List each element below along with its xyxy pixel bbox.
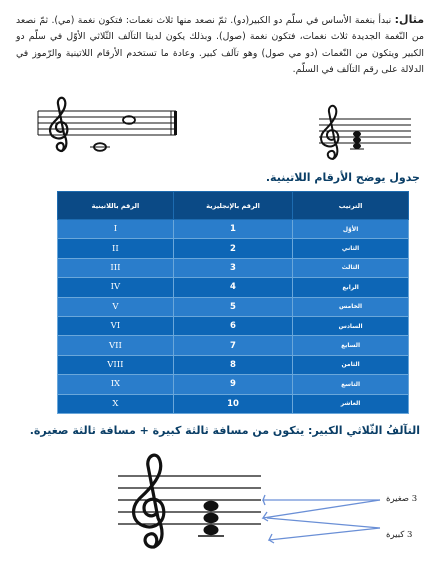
cell-english: 2 xyxy=(173,239,292,258)
cell-order: الأوّل xyxy=(293,220,409,239)
cell-order: السادس xyxy=(293,316,409,335)
table-row xyxy=(58,394,409,413)
table-row xyxy=(58,220,409,239)
roman-numerals-table xyxy=(57,191,409,414)
cell-latin: VI xyxy=(58,316,174,335)
cell-order: التاسع xyxy=(293,375,409,394)
table-row xyxy=(58,355,409,374)
table-row xyxy=(58,316,409,335)
table-title: جدول يوضح الأرقام اللاتينية. xyxy=(265,171,420,184)
cell-english: 5 xyxy=(173,297,292,316)
table-row xyxy=(58,258,409,277)
major-triad-staff xyxy=(118,452,268,552)
triad-chord xyxy=(350,131,364,149)
cell-order: الثامن xyxy=(293,355,409,374)
header-english: الرقم بالإنجليزية xyxy=(173,192,292,220)
cell-english: 8 xyxy=(173,355,292,374)
cell-order: الرابع xyxy=(293,278,409,297)
interval-arrows xyxy=(255,488,385,548)
treble-clef-icon xyxy=(134,455,164,547)
cell-english: 9 xyxy=(173,375,292,394)
cell-english: 7 xyxy=(173,336,292,355)
treble-clef-icon xyxy=(321,106,338,159)
table-row xyxy=(58,278,409,297)
cell-english: 6 xyxy=(173,316,292,335)
cell-latin: IX xyxy=(58,375,174,394)
intro-paragraph xyxy=(16,12,424,79)
cell-english: 3 xyxy=(173,258,292,277)
cell-latin: VIII xyxy=(58,355,174,374)
header-order: الترتيب xyxy=(293,192,409,220)
cell-english: 1 xyxy=(173,220,292,239)
cell-order: السابع xyxy=(293,336,409,355)
table-row xyxy=(58,336,409,355)
cell-latin: II xyxy=(58,239,174,258)
cell-latin: I xyxy=(58,220,174,239)
cell-order: الخامس xyxy=(293,297,409,316)
table-header-row xyxy=(58,192,409,220)
major-triad-title: التآلفُ الثّلاثي الكبير: يتكون من مسافة ثالثة كبيرة + مسافة ثالثة صغيرة. xyxy=(29,424,420,437)
cell-order: الثالث xyxy=(293,258,409,277)
minor-third-label: 3 صغيرة xyxy=(386,494,418,504)
staff-example-left xyxy=(38,96,188,168)
cell-latin: III xyxy=(58,258,174,277)
cell-latin: VII xyxy=(58,336,174,355)
header-latin: الرقم باللاتينية xyxy=(58,192,174,220)
treble-clef-icon xyxy=(50,98,67,151)
table-row xyxy=(58,297,409,316)
major-third-label: 3 كبيرة xyxy=(386,530,413,540)
whole-note-low-c xyxy=(90,143,110,151)
example-label: مثال: xyxy=(394,13,424,26)
table-row xyxy=(58,375,409,394)
major-triad-chord xyxy=(198,501,224,536)
cell-latin: X xyxy=(58,394,174,413)
cell-order: العاشر xyxy=(293,394,409,413)
cell-latin: V xyxy=(58,297,174,316)
cell-order: الثاني xyxy=(293,239,409,258)
cell-english: 10 xyxy=(173,394,292,413)
table-row xyxy=(58,239,409,258)
cell-latin: IV xyxy=(58,278,174,297)
intro-text: نبدأ بنغمة الأساس في سلّم دو الكبير(دو). ثمّ نصعد منها ثلاث نغمات: فتكون نغمة (مي). ثمّ نصعد من النّغمة الجديدة ثلاث نغمات، فتكون نغمة (صول). وبذلك يكون لدينا التآلف الثّلاثي الأوّل في سلّم دو الكبير ويتكون من النّغمات (دو مي صول) وهو تآلف كبير. وعادة ما تستخدم الأرقام اللاتينية والرّموز في الدلالة على رقم التآلف في السلّم. xyxy=(16,15,424,76)
staff-example-right xyxy=(319,104,414,169)
cell-english: 4 xyxy=(173,278,292,297)
